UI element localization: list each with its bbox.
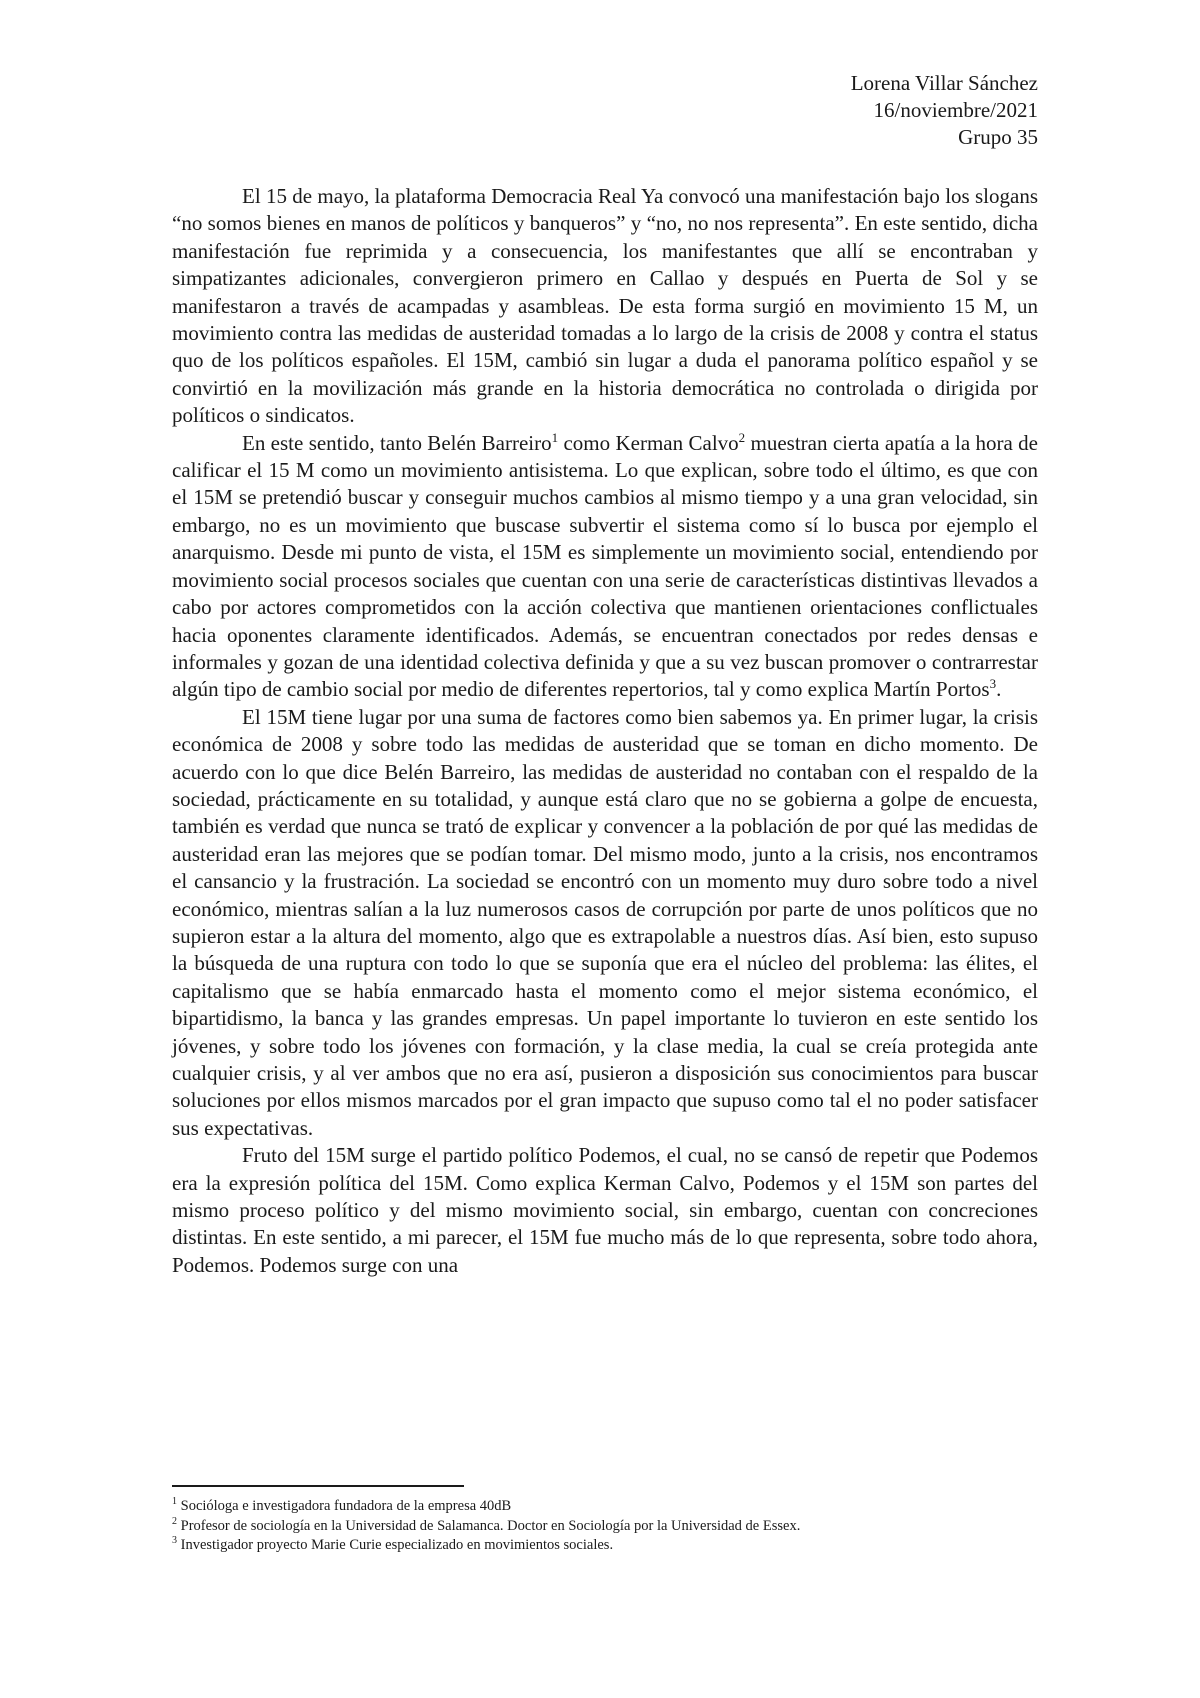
paragraph-3: El 15M tiene lugar por una suma de factores como bien sabemos ya. En primer lugar, la crisis económica de 2008 y sobre todo las medidas de austeridad que se toman en dicho momento. De acuerdo con lo que dice Belén Barreiro, las medidas de austeridad no contaban con el respaldo de la sociedad, prácticamente en su totalidad, y aunque está claro que no se gobierna a golpe de encuesta, también es verdad que nunca se trató de explicar y convencer a la población de por qué las medidas de austeridad eran las mejores que se podían tomar. Del mismo modo, junto a la crisis, nos encontramos el cansancio y la frustración. La sociedad se encontró con un momento muy duro sobre todo a nivel económico, mientras salían a la luz numerosos casos de corrupción por parte de unos políticos que no supieron estar a la altura del momento, algo que es extrapolable a nuestros días. Así bien, esto supuso la búsqueda de una ruptura con todo lo que se suponía que era el núcleo del problema: las élites, el capitalismo que se había enmarcado hasta el momento como el mejor sistema económico, el bipartidismo, la banca y las grandes empresas. Un papel importante lo tuvieron en este sentido los jóvenes, y sobre todo los jóvenes con formación, y la clase media, la cual se creía protegida ante cualquier crisis, y al ver ambos que no era así, pusieron a disposición sus conocimientos para buscar soluciones por ellos mismos marcados por el gran impacto que supuso como tal el no poder satisfacer sus expectativas. (172, 704, 1038, 1140)
footnote-text: Socióloga e investigadora fundadora de la empresa 40dB (177, 1498, 512, 1514)
footnote-ref-2: 2 (738, 429, 746, 445)
paragraph-2-part-a: En este sentido, tanto Belén Barreiro (242, 430, 552, 455)
footnote-text: Profesor de sociología en la Universidad de Salamanca. Doctor en Sociología por la Universidad de Essex. (177, 1517, 801, 1534)
footnote-separator (172, 1485, 464, 1487)
footnotes-section (172, 1497, 1038, 1556)
footnote-2 (172, 1517, 1038, 1537)
paragraph-4: Fruto del 15M surge el partido político Podemos, el cual, no se cansó de repetir que Podemos era la expresión política del 15M. Como explica Kerman Calvo, Podemos y el 15M son partes del mismo proceso político y del mismo movimiento social, sin embargo, cuentan con concreciones distintas. En este sentido, a mi parecer, el 15M fue mucho más de lo que representa, sobre todo ahora, Podemos. Podemos surge con una (172, 1143, 1038, 1277)
footnote-1 (172, 1497, 1038, 1517)
paragraph-2-part-b: como Kerman Calvo (558, 430, 739, 455)
footnote-number: 1 (172, 1496, 177, 1508)
paragraph-2-part-d: . (996, 677, 1002, 702)
paragraph-1: El 15 de mayo, la plataforma Democracia Real Ya convocó una manifestación bajo los slogans “no somos bienes en manos de políticos y banqueros” y “no, no nos representa”. En este sentido, dicha manifestación fue reprimida y a consecuencia, los manifestantes que allí se encontraban y simpatizantes adicionales, convergieron primero en Callao y después en Puerta de Sol y se manifestaron a través de acampadas y asambleas. De esta forma surgió en movimiento 15 M, un movimiento contra las medidas de austeridad tomadas a lo largo de la crisis de 2008 y contra el status quo de los políticos españoles. El 15M, cambió sin lugar a duda el panorama político español y se convirtió en la movilización más grande en la historia democrática no controlada o dirigida por políticos o sindicatos. (172, 184, 1038, 428)
footnote-ref-3: 3 (989, 676, 997, 692)
footnote-number: 3 (172, 1535, 177, 1547)
footnote-text: Investigador proyecto Marie Curie especializado en movimientos sociales. (177, 1537, 614, 1553)
footnote-number: 2 (172, 1515, 177, 1527)
paragraph-2 (172, 430, 1038, 704)
paragraph-2-part-c: muestran cierta apatía a la hora de calificar el 15 M como un movimiento antisistema. Lo que explican, sobre todo el último, es que con el 15M se pretendió buscar y conseguir muchos cambios al mismo tiempo y a una gran velocidad, sin embargo, no es un movimiento que buscase subvertir el sistema como sí lo busca por ejemplo el anarquismo. Desde mi punto de vista, el 15M es simplemente un movimiento social, entendiendo por movimiento social procesos sociales que cuentan con una serie de características distintivas llevados a cabo por actores comprometidos con la acción colectiva que mantienen orientaciones conflictuales hacia oponentes claramente identificados. Además, se encuentran conectados por redes densas e informales y gozan de una identidad colectiva definida y que a su vez buscan promover o contrarrestar algún tipo de cambio social por medio de diferentes repertorios, tal y como explica Martín Portos (172, 430, 1039, 702)
document-date: 16/noviembre/2021 (873, 98, 1038, 122)
footnote-ref-1: 1 (551, 429, 559, 445)
document-header (851, 70, 1038, 151)
document-body (172, 183, 1038, 1279)
group-label: Grupo 35 (958, 125, 1038, 149)
footnote-3 (172, 1536, 1038, 1556)
author-name: Lorena Villar Sánchez (850, 71, 1038, 95)
